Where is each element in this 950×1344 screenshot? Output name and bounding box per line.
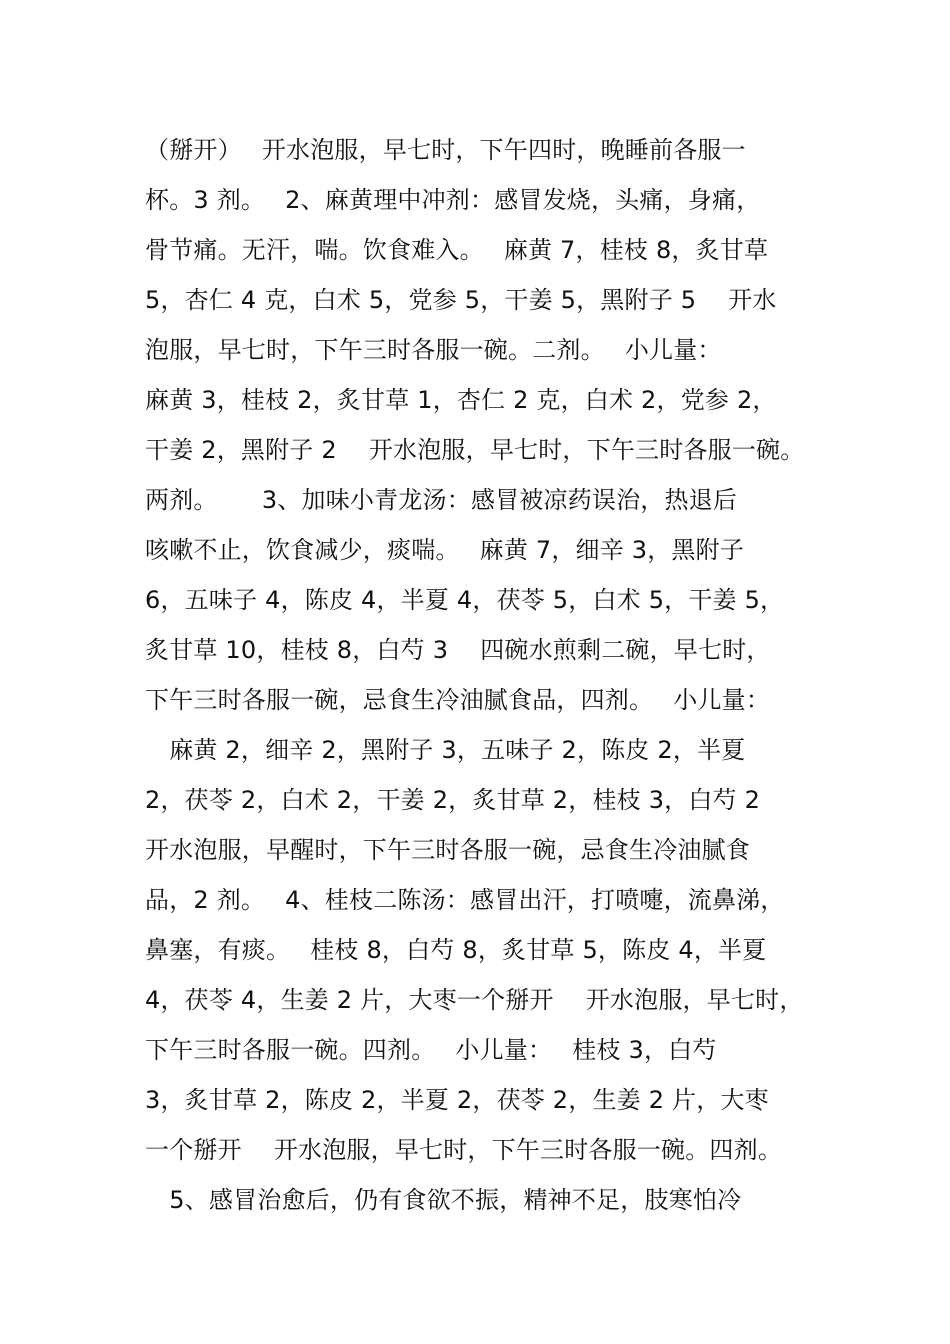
text-line: 麻黄 3，桂枝 2，炙甘草 1，杏仁 2 克，白术 2，党参 2， [145, 386, 777, 414]
text-line: 杯。3 剂。 2、麻黄理中冲剂：感冒发烧，头痛，身痛， [145, 186, 761, 214]
text-line: 2，茯苓 2，白术 2，干姜 2，炙甘草 2，桂枝 3，白芍 2 [145, 786, 761, 814]
text-line: 鼻塞，有痰。 桂枝 8，白芍 8，炙甘草 5，陈皮 4，半夏 [145, 936, 767, 964]
text-line: 3，炙甘草 2，陈皮 2，半夏 2，茯苓 2，生姜 2 片，大枣 [145, 1086, 769, 1114]
text-line: 下午三时各服一碗，忌食生冷油腻食品，四剂。 小儿量： [145, 686, 771, 714]
text-line: 咳嗽不止，饮食减少，痰喘。 麻黄 7，细辛 3，黑附子 [145, 536, 745, 564]
text-line: 炙甘草 10，桂枝 8，白芍 3 四碗水煎剩二碗，早七时， [145, 636, 771, 664]
text-line: （掰开） 开水泡服，早七时，下午四时，晚睡前各服一 [145, 136, 746, 164]
text-line: 6，五味子 4，陈皮 4，半夏 4，茯苓 5，白术 5，干姜 5， [145, 586, 785, 614]
text-line: 干姜 2，黑附子 2 开水泡服，早七时，下午三时各服一碗。 [145, 436, 805, 464]
text-line: 品，2 剂。 4、桂枝二陈汤：感冒出汗，打喷嚏，流鼻涕， [145, 886, 785, 914]
body-text [145, 125, 835, 1225]
text-line: 两剂。 3、加味小青龙汤：感冒被凉药误治，热退后 [145, 486, 738, 514]
text-line: 5、感冒治愈后，仍有食欲不振，精神不足，肢寒怕冷 [145, 1186, 742, 1214]
text-line: 下午三时各服一碗。四剂。 小儿量： 桂枝 3，白芍 [145, 1036, 717, 1064]
text-line: 5，杏仁 4 克，白术 5，党参 5，干姜 5，黑附子 5 开水 [145, 286, 777, 314]
text-line: 4，茯苓 4，生姜 2 片，大枣一个掰开 开水泡服，早七时， [145, 986, 804, 1014]
text-line: 泡服，早七时，下午三时各服一碗。二剂。 小儿量： [145, 336, 722, 364]
text-line: 骨节痛。无汗，喘。饮食难入。 麻黄 7，桂枝 8，炙甘草 [145, 236, 769, 264]
text-line: 开水泡服，早醒时，下午三时各服一碗，忌食生冷油腻食 [145, 836, 750, 864]
text-line: 一个掰开 开水泡服，早七时，下午三时各服一碗。四剂。 [145, 1136, 783, 1164]
text-line: 麻黄 2，细辛 2，黑附子 3，五味子 2，陈皮 2，半夏 [145, 736, 746, 764]
